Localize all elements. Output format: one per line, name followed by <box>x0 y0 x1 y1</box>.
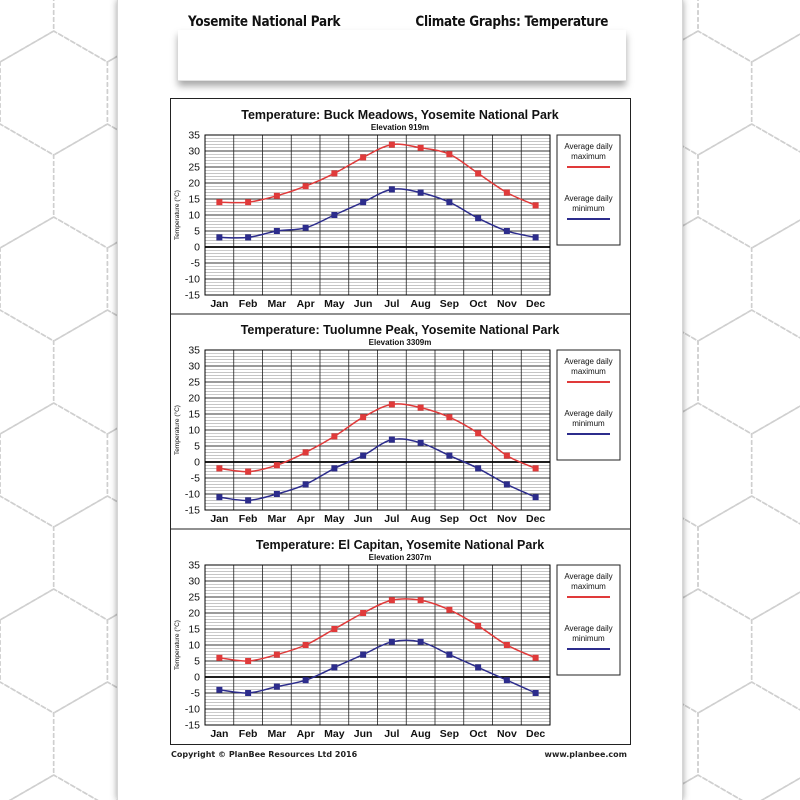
legend <box>557 135 620 245</box>
data-point <box>418 597 424 603</box>
data-point <box>446 652 452 658</box>
website-text: www.planbee.com <box>544 750 627 759</box>
data-point <box>303 677 309 683</box>
x-tick-label: Oct <box>469 728 487 740</box>
data-point <box>216 234 222 240</box>
x-tick-label: Jun <box>353 728 373 740</box>
gridlines <box>205 350 550 510</box>
y-tick-label: -15 <box>184 289 200 302</box>
x-tick-label: Apr <box>296 728 315 740</box>
data-point <box>389 437 395 443</box>
y-axis-label: Temperature (°C) <box>174 620 181 670</box>
x-tick-label: Jul <box>384 298 400 310</box>
x-tick-label: Oct <box>469 513 487 525</box>
x-tick-label: Nov <box>496 513 517 525</box>
data-point <box>475 430 481 436</box>
data-point <box>360 453 366 459</box>
data-point <box>360 652 366 658</box>
y-tick-label: 10 <box>188 209 200 222</box>
y-tick-label: 35 <box>188 344 200 357</box>
data-point <box>274 462 280 468</box>
data-point <box>245 690 251 696</box>
x-tick-label: Dec <box>525 728 546 740</box>
x-tick-label: Feb <box>238 298 258 310</box>
y-tick-label: 5 <box>194 225 200 238</box>
legend <box>557 350 620 460</box>
data-point <box>245 658 251 664</box>
data-point <box>533 690 539 696</box>
x-tick-label: Feb <box>238 728 258 740</box>
data-point <box>389 142 395 148</box>
legend-label: Average daily minimum <box>564 409 613 428</box>
y-tick-label: -10 <box>184 488 200 501</box>
data-point <box>216 655 222 661</box>
y-tick-label: -5 <box>190 257 200 270</box>
data-point <box>274 684 280 690</box>
y-tick-label: 25 <box>188 591 200 604</box>
data-point <box>216 465 222 471</box>
x-tick-label: Aug <box>410 728 431 740</box>
data-point <box>303 642 309 648</box>
data-point <box>475 664 481 670</box>
data-point <box>331 626 337 632</box>
chart-title: Temperature: Tuolumne Peak, Yosemite National Park <box>240 323 560 337</box>
y-tick-label: -15 <box>184 719 200 732</box>
x-tick-label: Jan <box>210 728 229 740</box>
data-point <box>216 494 222 500</box>
x-tick-label: Nov <box>496 298 517 310</box>
header-band <box>178 30 626 81</box>
data-point <box>389 639 395 645</box>
x-tick-label: Aug <box>410 298 431 310</box>
y-tick-label: 30 <box>188 360 200 373</box>
x-tick-label: Nov <box>496 728 517 740</box>
y-tick-label: 5 <box>194 440 200 453</box>
chart-subtitle: Elevation 3309m <box>368 338 432 347</box>
x-tick-label: May <box>324 513 345 525</box>
data-point <box>446 414 452 420</box>
y-tick-label: 30 <box>188 145 200 158</box>
data-point <box>274 228 280 234</box>
data-point <box>389 186 395 192</box>
data-point <box>331 433 337 439</box>
gridlines <box>205 565 550 725</box>
data-point <box>360 610 366 616</box>
chart-subtitle: Elevation 2307m <box>368 553 432 562</box>
data-point <box>418 145 424 151</box>
data-point <box>360 199 366 205</box>
legend-label: Average daily maximum <box>564 572 613 591</box>
y-tick-label: 20 <box>188 392 200 405</box>
data-point <box>418 639 424 645</box>
data-point <box>303 449 309 455</box>
page-title: Yosemite National Park <box>188 14 341 30</box>
data-point <box>216 199 222 205</box>
data-point <box>331 664 337 670</box>
y-tick-label: 35 <box>188 129 200 142</box>
x-tick-label: Jul <box>384 728 400 740</box>
data-point <box>504 481 510 487</box>
x-tick-label: Apr <box>296 513 315 525</box>
data-point <box>533 655 539 661</box>
chart-subtitle: Elevation 919m <box>370 123 430 132</box>
y-tick-label: -10 <box>184 273 200 286</box>
data-point <box>504 642 510 648</box>
y-tick-label: 30 <box>188 575 200 588</box>
y-tick-label: 15 <box>188 623 200 636</box>
data-point <box>533 494 539 500</box>
page-subtitle: Climate Graphs: Temperature <box>415 14 608 30</box>
data-point <box>475 170 481 176</box>
y-axis-label: Temperature (°C) <box>174 190 181 240</box>
data-point <box>418 190 424 196</box>
charts-frame <box>170 98 631 745</box>
chart-2 <box>171 314 630 525</box>
x-tick-label: Feb <box>238 513 258 525</box>
data-point <box>504 453 510 459</box>
y-tick-label: -15 <box>184 504 200 517</box>
data-point <box>418 440 424 446</box>
y-tick-label: 0 <box>194 456 200 469</box>
data-point <box>331 170 337 176</box>
x-tick-label: Mar <box>267 513 287 525</box>
legend <box>557 565 620 675</box>
data-point <box>274 652 280 658</box>
y-tick-label: 35 <box>188 559 200 572</box>
legend-label: Average daily maximum <box>564 357 613 376</box>
data-point <box>303 225 309 231</box>
data-point <box>245 199 251 205</box>
legend-label: Average daily maximum <box>564 142 613 161</box>
legend-label: Average daily minimum <box>564 194 613 213</box>
x-tick-label: Mar <box>267 728 287 740</box>
charts-svg <box>171 99 630 744</box>
data-point <box>418 405 424 411</box>
data-point <box>504 190 510 196</box>
x-tick-label: Oct <box>469 298 487 310</box>
y-tick-label: 25 <box>188 376 200 389</box>
data-point <box>533 465 539 471</box>
y-tick-label: 25 <box>188 161 200 174</box>
y-tick-label: -10 <box>184 703 200 716</box>
data-point <box>360 414 366 420</box>
y-tick-label: 20 <box>188 607 200 620</box>
x-tick-label: Jan <box>210 298 229 310</box>
data-point <box>303 183 309 189</box>
data-point <box>331 465 337 471</box>
data-point <box>331 212 337 218</box>
x-tick-label: Jan <box>210 513 229 525</box>
y-axis-label: Temperature (°C) <box>174 405 181 455</box>
y-tick-label: 5 <box>194 655 200 668</box>
copyright-text: Copyright © PlanBee Resources Ltd 2016 <box>171 750 358 759</box>
data-point <box>274 491 280 497</box>
data-point <box>446 607 452 613</box>
y-tick-label: 0 <box>194 671 200 684</box>
data-point <box>504 677 510 683</box>
y-tick-label: 10 <box>188 639 200 652</box>
chart-title: Temperature: Buck Meadows, Yosemite National Park <box>241 108 559 122</box>
y-tick-label: 0 <box>194 241 200 254</box>
data-point <box>475 623 481 629</box>
x-tick-label: Aug <box>410 513 431 525</box>
y-tick-label: 15 <box>188 408 200 421</box>
y-tick-label: 20 <box>188 177 200 190</box>
x-tick-label: Jun <box>353 298 373 310</box>
chart-3 <box>171 529 630 740</box>
data-point <box>245 234 251 240</box>
x-tick-label: Apr <box>296 298 315 310</box>
data-point <box>446 151 452 157</box>
data-point <box>389 401 395 407</box>
data-point <box>446 199 452 205</box>
y-tick-label: 10 <box>188 424 200 437</box>
data-point <box>245 497 251 503</box>
x-tick-label: Sep <box>439 728 460 740</box>
x-tick-label: May <box>324 298 345 310</box>
chart-title: Temperature: El Capitan, Yosemite National Park <box>255 538 545 552</box>
chart-1 <box>173 108 620 310</box>
y-tick-label: -5 <box>190 687 200 700</box>
data-point <box>446 453 452 459</box>
x-tick-label: Dec <box>525 298 546 310</box>
x-tick-label: Mar <box>267 298 287 310</box>
data-point <box>475 465 481 471</box>
x-tick-label: Sep <box>439 298 460 310</box>
x-tick-label: Dec <box>525 513 546 525</box>
data-point <box>216 687 222 693</box>
data-point <box>533 234 539 240</box>
data-point <box>274 193 280 199</box>
data-point <box>360 154 366 160</box>
y-tick-label: -5 <box>190 472 200 485</box>
data-point <box>245 469 251 475</box>
x-tick-label: May <box>324 728 345 740</box>
legend-label: Average daily minimum <box>564 624 613 643</box>
data-point <box>389 597 395 603</box>
data-point <box>504 228 510 234</box>
data-point <box>533 202 539 208</box>
x-tick-label: Jun <box>353 513 373 525</box>
gridlines <box>205 135 550 295</box>
data-point <box>303 481 309 487</box>
x-tick-label: Sep <box>439 513 460 525</box>
x-tick-label: Jul <box>384 513 400 525</box>
data-point <box>475 215 481 221</box>
y-tick-label: 15 <box>188 193 200 206</box>
